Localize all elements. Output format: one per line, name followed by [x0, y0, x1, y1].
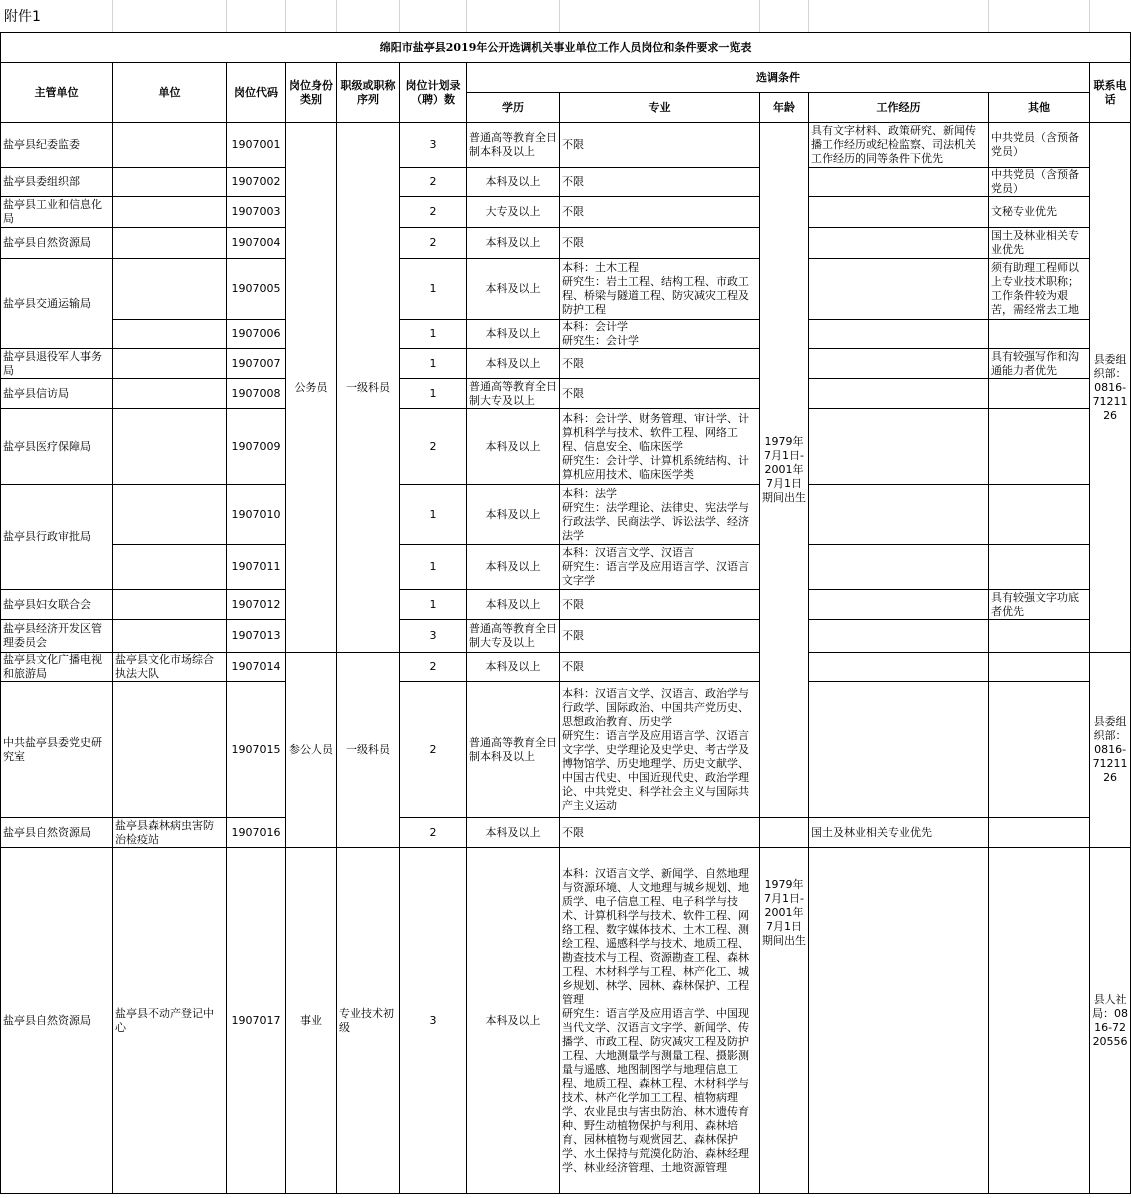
work-cell — [809, 848, 989, 1194]
header-contact: 联系电话 — [1090, 63, 1131, 123]
work-cell — [809, 485, 989, 545]
plan-cell: 2 — [400, 197, 467, 228]
code-cell: 1907002 — [227, 168, 286, 197]
dept-cell: 盐亭县退役军人事务局 — [1, 349, 113, 379]
dept-cell: 盐亭县委组织部 — [1, 168, 113, 197]
unit-cell — [113, 682, 227, 818]
dept-cell: 盐亭县行政审批局 — [1, 485, 113, 590]
table-row — [1, 379, 1131, 409]
plan-cell: 1 — [400, 379, 467, 409]
unit-cell — [113, 228, 227, 259]
table-row — [1, 653, 1131, 682]
other-cell: 中共党员（含预备党员） — [989, 168, 1090, 197]
table-row — [1, 485, 1131, 545]
unit-cell — [113, 545, 227, 590]
major-cell: 本科：会计学、财务管理、审计学、计算机科学与技术、软件工程、网络工程、信息安全、临床医学 研究生：会计学、计算机系统结构、计算机应用技术、临床医学类 — [560, 409, 760, 485]
header-code: 岗位代码 — [227, 63, 286, 123]
plan-cell: 3 — [400, 123, 467, 168]
code-cell: 1907006 — [227, 320, 286, 349]
table-row — [1, 320, 1131, 349]
other-cell: 国土及林业相关专业优先 — [989, 228, 1090, 259]
unit-cell — [113, 259, 227, 320]
edu-cell: 普通高等教育全日制本科及以上 — [467, 682, 560, 818]
plan-cell: 2 — [400, 818, 467, 848]
rank-cell: 一级科员 — [337, 123, 400, 653]
major-cell: 不限 — [560, 168, 760, 197]
other-cell: 具有较强写作和沟通能力者优先 — [989, 349, 1090, 379]
code-cell: 1907014 — [227, 653, 286, 682]
plan-cell: 1 — [400, 590, 467, 620]
major-cell: 不限 — [560, 590, 760, 620]
unit-cell: 盐亭县森林病虫害防治检疫站 — [113, 818, 227, 848]
table-row — [1, 197, 1131, 228]
dept-cell: 盐亭县文化广播电视和旅游局 — [1, 653, 113, 682]
code-cell: 1907010 — [227, 485, 286, 545]
plan-cell: 1 — [400, 320, 467, 349]
other-cell: 国土及林业相关专业优先 — [809, 818, 989, 848]
other-cell — [989, 545, 1090, 590]
major-cell: 不限 — [560, 818, 760, 848]
edu-cell: 普通高等教育全日制本科及以上 — [467, 123, 560, 168]
dept-cell: 盐亭县医疗保障局 — [1, 409, 113, 485]
unit-cell — [113, 379, 227, 409]
plan-cell: 3 — [400, 620, 467, 653]
table-row — [1, 818, 1131, 848]
work-cell — [809, 653, 989, 682]
work-cell — [760, 818, 809, 848]
code-cell: 1907001 — [227, 123, 286, 168]
code-cell: 1907011 — [227, 545, 286, 590]
edu-cell: 本科及以上 — [467, 590, 560, 620]
code-cell: 1907004 — [227, 228, 286, 259]
contact-cell: 县人社局：0816-7220556 — [1090, 848, 1131, 1194]
annex-label: 附件1 — [4, 9, 41, 25]
major-cell: 不限 — [560, 349, 760, 379]
plan-cell: 2 — [400, 168, 467, 197]
edu-cell: 本科及以上 — [467, 653, 560, 682]
table-row — [1, 848, 1131, 1194]
plan-cell: 1 — [400, 485, 467, 545]
code-cell: 1907012 — [227, 590, 286, 620]
edu-cell: 普通高等教育全日制大专及以上 — [467, 620, 560, 653]
table-row — [1, 168, 1131, 197]
other-cell — [989, 848, 1090, 1194]
header-dept: 主管单位 — [1, 63, 113, 123]
header-age: 年龄 — [760, 93, 809, 123]
other-cell — [989, 409, 1090, 485]
work-cell — [809, 197, 989, 228]
edu-cell: 本科及以上 — [467, 848, 560, 1194]
edu-cell: 本科及以上 — [467, 545, 560, 590]
header-work: 工作经历 — [809, 93, 989, 123]
plan-cell: 1 — [400, 349, 467, 379]
dept-cell: 盐亭县工业和信息化局 — [1, 197, 113, 228]
table-row — [1, 620, 1131, 653]
header-plan: 岗位计划录（聘）数 — [400, 63, 467, 123]
edu-cell: 本科及以上 — [467, 168, 560, 197]
major-cell: 不限 — [560, 653, 760, 682]
unit-cell: 盐亭县不动产登记中心 — [113, 848, 227, 1194]
header-major: 专业 — [560, 93, 760, 123]
code-cell: 1907015 — [227, 682, 286, 818]
other-cell: 具有较强文字功底者优先 — [989, 590, 1090, 620]
header-other: 其他 — [989, 93, 1090, 123]
other-cell — [989, 379, 1090, 409]
other-cell — [989, 320, 1090, 349]
unit-cell — [113, 620, 227, 653]
sheet-gridlines — [0, 0, 1131, 32]
code-cell: 1907017 — [227, 848, 286, 1194]
header-edu: 学历 — [467, 93, 560, 123]
major-cell: 本科：汉语言文学、汉语言、政治学与行政学、国际政治、中国共产党历史、思想政治教育、历史学 研究生：语言学及应用语言学、汉语言文字学、史学理论及史学史、考古学及博物馆学、历史地理学、历史文献学、中国古代史、中国近现代史、政治学理论、中共党史、科学社会主义与国际共产主义运动 — [560, 682, 760, 818]
rank-cell: 专业技术初级 — [337, 848, 400, 1194]
edu-cell: 本科及以上 — [467, 409, 560, 485]
major-cell: 不限 — [560, 228, 760, 259]
dept-cell: 盐亭县交通运输局 — [1, 259, 113, 349]
dept-cell: 盐亭县信访局 — [1, 379, 113, 409]
major-cell: 本科：法学 研究生：法学理论、法律史、宪法学与行政法学、民商法学、诉讼法学、经济法学 — [560, 485, 760, 545]
header-conditions: 选调条件 — [467, 63, 1090, 93]
plan-cell: 1 — [400, 259, 467, 320]
unit-cell — [113, 590, 227, 620]
edu-cell: 本科及以上 — [467, 349, 560, 379]
contact-cell: 县委组织部：0816-7121126 — [1090, 653, 1131, 848]
unit-cell — [113, 349, 227, 379]
work-cell — [809, 320, 989, 349]
dept-cell: 盐亭县妇女联合会 — [1, 590, 113, 620]
work-cell — [809, 168, 989, 197]
table-row — [1, 228, 1131, 259]
work-cell — [809, 379, 989, 409]
unit-cell — [113, 320, 227, 349]
major-cell: 不限 — [560, 379, 760, 409]
edu-cell: 大专及以上 — [467, 197, 560, 228]
dept-cell: 盐亭县自然资源局 — [1, 818, 113, 848]
work-cell — [809, 228, 989, 259]
plan-cell: 2 — [400, 228, 467, 259]
identity-cell: 公务员 — [286, 123, 337, 653]
unit-cell — [113, 168, 227, 197]
unit-cell — [113, 197, 227, 228]
dept-cell: 盐亭县纪委监委 — [1, 123, 113, 168]
dept-cell: 盐亭县自然资源局 — [1, 848, 113, 1194]
contact-cell: 县委组织部：0816-7121126 — [1090, 123, 1131, 653]
table-row — [1, 590, 1131, 620]
major-cell: 不限 — [560, 620, 760, 653]
edu-cell: 普通高等教育全日制大专及以上 — [467, 379, 560, 409]
code-cell: 1907005 — [227, 259, 286, 320]
plan-cell: 1 — [400, 545, 467, 590]
age-cell: 1979年7月1日-2001年7月1日期间出生 — [760, 123, 809, 818]
other-cell: 文秘专业优先 — [989, 197, 1090, 228]
other-cell — [989, 620, 1090, 653]
major-cell: 本科：会计学 研究生：会计学 — [560, 320, 760, 349]
edu-cell: 本科及以上 — [467, 259, 560, 320]
unit-cell: 盐亭县文化市场综合执法大队 — [113, 653, 227, 682]
work-cell — [809, 590, 989, 620]
position-table — [0, 32, 1131, 1194]
other-cell: 须有助理工程师以上专业技术职称；工作条件较为艰苦，需经常去工地 — [989, 259, 1090, 320]
table-row — [1, 349, 1131, 379]
work-cell — [809, 620, 989, 653]
table-row — [1, 682, 1131, 818]
work-cell — [809, 545, 989, 590]
code-cell: 1907007 — [227, 349, 286, 379]
work-cell — [809, 409, 989, 485]
plan-cell: 2 — [400, 653, 467, 682]
dept-cell: 中共盐亭县委党史研究室 — [1, 682, 113, 818]
code-cell: 1907016 — [227, 818, 286, 848]
edu-cell: 本科及以上 — [467, 818, 560, 848]
header-identity: 岗位身份类别 — [286, 63, 337, 123]
other-cell — [989, 653, 1090, 682]
table-row — [1, 545, 1131, 590]
major-cell: 本科：土木工程 研究生：岩土工程、结构工程、市政工程、桥梁与隧道工程、防灾减灾工程及防护工程 — [560, 259, 760, 320]
age-cell: 1979年7月1日-2001年7月1日期间出生 — [760, 848, 809, 1194]
major-cell: 本科：汉语言文学、汉语言 研究生：语言学及应用语言学、汉语言文字学 — [560, 545, 760, 590]
dept-cell: 盐亭县自然资源局 — [1, 228, 113, 259]
plan-cell: 2 — [400, 409, 467, 485]
major-cell: 不限 — [560, 197, 760, 228]
unit-cell — [113, 409, 227, 485]
table-row — [1, 123, 1131, 168]
edu-cell: 本科及以上 — [467, 320, 560, 349]
work-cell — [809, 259, 989, 320]
identity-cell: 参公人员 — [286, 653, 337, 848]
major-cell: 不限 — [560, 123, 760, 168]
unit-cell — [113, 123, 227, 168]
work-cell — [809, 349, 989, 379]
code-cell: 1907009 — [227, 409, 286, 485]
dept-cell: 盐亭县经济开发区管理委员会 — [1, 620, 113, 653]
unit-cell — [113, 485, 227, 545]
identity-cell: 事业 — [286, 848, 337, 1194]
other-cell — [989, 485, 1090, 545]
other-cell: 中共党员（含预备党员） — [989, 123, 1090, 168]
edu-cell: 本科及以上 — [467, 485, 560, 545]
page-title: 绵阳市盐亭县2019年公开选调机关事业单位工作人员岗位和条件要求一览表 — [1, 33, 1131, 63]
code-cell: 1907003 — [227, 197, 286, 228]
edu-cell: 本科及以上 — [467, 228, 560, 259]
plan-cell: 3 — [400, 848, 467, 1194]
work-cell: 具有文字材料、政策研究、新闻传播工作经历或纪检监察、司法机关工作经历的同等条件下优先 — [809, 123, 989, 168]
code-cell: 1907013 — [227, 620, 286, 653]
plan-cell: 2 — [400, 682, 467, 818]
table-row — [1, 259, 1131, 320]
header-unit: 单位 — [113, 63, 227, 123]
code-cell: 1907008 — [227, 379, 286, 409]
other-cell — [989, 682, 1090, 818]
rank-cell: 一级科员 — [337, 653, 400, 848]
major-cell: 本科：汉语言文学、新闻学、自然地理与资源环境、人文地理与城乡规划、地质学、电子信息工程、电子科学与技术、计算机科学与技术、软件工程、网络工程、数字媒体技术、土木工程、测绘工程、遥感科学与技术、地质工程、勘查技术与工程、资源勘查工程、森林工程、木材科学与工程、林产化工、城乡规划、林学、园林、森林保护、工程管理 研究生：语言学及应用语言学、中国现当代文学、汉语言文字学、新闻学、传播学、市政工程、防灾减灾工程及防护工程、大地测量学与测量工程、摄影测量与遥感、地图制图学与地理信息工程、地质工程、森林工程、木材科学与技术、林产化学加工工程、植物病理学、农业昆虫与害虫防治、林木遗传育种、野生动植物保护与利用、森林培育、园林植物与观赏园艺、森林保护学、水土保持与荒漠化防治、森林经理学、林业经济管理、土地资源管理 — [560, 848, 760, 1194]
work-cell — [809, 682, 989, 818]
header-rank: 职级或职称序列 — [337, 63, 400, 123]
table-row — [1, 409, 1131, 485]
